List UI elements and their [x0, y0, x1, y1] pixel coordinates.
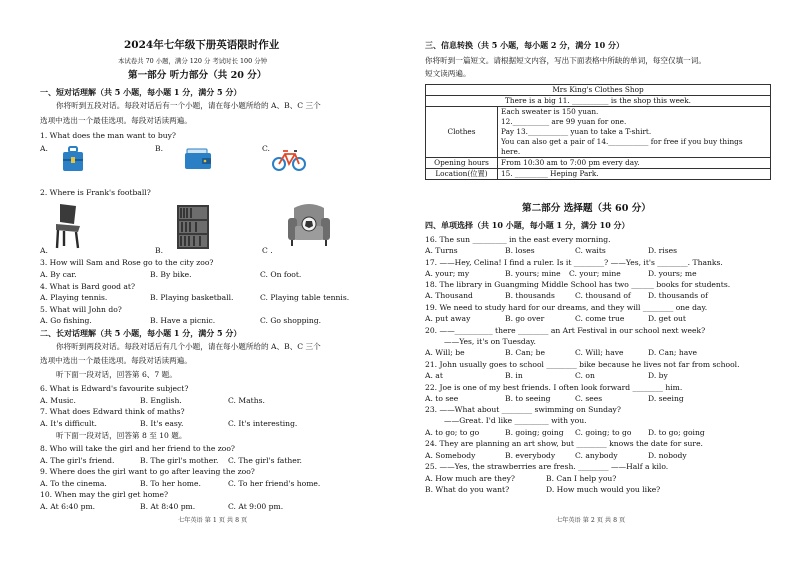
armchair-with-ball-icon — [286, 200, 332, 248]
question-16: 16. The sun _________ in the east every morning. — [425, 235, 611, 244]
question-4: 4. What is Bard good at? — [40, 282, 136, 291]
location-value: 15. _________ Heping Park. — [498, 169, 771, 180]
info-table — [425, 84, 771, 180]
section2-instruction-2: 选项中选出一个最佳选项。每段对话读两遍。 — [40, 356, 192, 365]
question-5: 5. What will John do? — [40, 305, 122, 314]
section2-note-2: 听下面一段对话，回答第 8 至 10 题。 — [56, 431, 187, 440]
q7-option-a: A. It's difficult. — [40, 419, 97, 428]
q22-option-b: B. to seeing — [505, 394, 551, 403]
q9-option-a: A. To the cinema. — [40, 479, 107, 488]
q24-option-a: A. Somebody — [425, 451, 476, 460]
q20-option-a: A. Will; be — [425, 348, 465, 357]
q21-option-d: D. by — [648, 371, 668, 380]
q1-option-b: B. — [155, 144, 163, 153]
q25-option-b: B. Can I help you? — [546, 474, 617, 483]
section2-title: 二、长对话理解（共 5 小题，每小题 1 分，满分 5 分） — [40, 328, 242, 338]
bookshelf-icon — [176, 204, 210, 250]
q18-option-d: D. thousands of — [648, 291, 708, 300]
q18-option-b: B. thousands — [505, 291, 555, 300]
clothes-line: Each sweater is 150 yuan. — [501, 107, 599, 116]
q24-option-b: B. everybody — [505, 451, 556, 460]
q23-option-c: C. going; to go — [575, 428, 632, 437]
q3-option-a: A. By car. — [40, 270, 77, 279]
part1-title: 第一部分 听力部分（共 20 分） — [128, 70, 267, 81]
page-title: 2024年七年级下册英语限时作业 — [124, 39, 280, 51]
clothes-line: You can also get a pair of 14.___________ for free if you buy things — [501, 137, 743, 146]
q20-reply: ——Yes, it's on Tuesday. — [444, 337, 536, 346]
q2-option-c: C . — [262, 246, 273, 255]
q23-reply: ——Great. I'd like _________ with you. — [444, 416, 587, 425]
question-8: 8. Who will take the girl and her friend to the zoo? — [40, 444, 235, 453]
section1-title: 一、短对话理解（共 5 小题，每小题 1 分，满分 5 分） — [40, 87, 242, 97]
wallet-icon — [184, 148, 212, 170]
q6-option-a: A. Music. — [40, 396, 76, 405]
q10-option-c: C. At 9:00 pm. — [228, 502, 284, 511]
section3-title: 三、信息转换（共 5 小题，每小题 2 分，满分 10 分） — [425, 40, 624, 50]
q1-option-a: A. — [40, 144, 48, 153]
chair-icon — [52, 202, 86, 250]
clothes-details — [498, 107, 771, 158]
q25-option-d: D. How much would you like? — [546, 485, 661, 494]
q3-option-b: B. By bike. — [150, 270, 192, 279]
q23-option-b: B. going; going — [505, 428, 564, 437]
q19-option-c: C. come true — [575, 314, 625, 323]
q3-option-c: C. On foot. — [260, 270, 302, 279]
section1-instruction: 你将听到五段对话。每段对话后有一个小题，请在每小题所给的 A、B、C 三个 — [56, 101, 321, 110]
q21-option-c: C. on — [575, 371, 595, 380]
q2-option-a: A. — [40, 246, 48, 255]
q16-option-c: C. waits — [575, 246, 606, 255]
q17-option-c: C. your; mine — [569, 269, 621, 278]
question-23: 23. ——What about ________ swimming on Sunday? — [425, 405, 621, 414]
q8-option-b: B. The girl's mother. — [140, 456, 219, 465]
q9-option-c: C. To her friend's home. — [228, 479, 321, 488]
hours-value: From 10:30 am to 7:00 pm every day. — [498, 158, 771, 169]
q20-option-c: C. Will; have — [575, 348, 624, 357]
question-22: 22. Joe is one of my best friends. I often look forward ________ him. — [425, 383, 683, 392]
q20-option-b: B. Can; be — [505, 348, 545, 357]
q21-option-b: B. in — [505, 371, 523, 380]
q19-option-d: D. get out — [648, 314, 686, 323]
q17-option-d: D. yours; me — [648, 269, 697, 278]
question-19: 19. We need to study hard for our dreams, and they will ________ one day. — [425, 303, 708, 312]
q10-option-a: A. At 6:40 pm. — [40, 502, 96, 511]
q2-option-b: B. — [155, 246, 163, 255]
clothes-label: Clothes — [426, 107, 498, 158]
q19-option-a: A. put away — [425, 314, 471, 323]
q18-option-a: A. Thousand — [425, 291, 473, 300]
table-header: Mrs King's Clothes Shop — [426, 85, 771, 96]
section4-title: 四、单项选择（共 10 小题，每小题 1 分，满分 10 分） — [425, 220, 630, 230]
q19-option-b: B. go over — [505, 314, 545, 323]
q22-option-a: A. to see — [425, 394, 459, 403]
question-7: 7. What does Edward think of maths? — [40, 407, 185, 416]
q9-option-b: B. To her home. — [140, 479, 201, 488]
q24-option-c: C. anybody — [575, 451, 618, 460]
q25-option-c: B. What do you want? — [425, 485, 510, 494]
q5-option-c: C. Go shopping. — [260, 316, 322, 325]
q20-option-d: D. Can; have — [648, 348, 698, 357]
q8-option-c: C. The girl's father. — [228, 456, 302, 465]
question-25: 25. ——Yes, the strawberries are fresh. ________ ——Half a kilo. — [425, 462, 669, 471]
q6-option-b: B. English. — [140, 396, 182, 405]
clothes-line: here. — [501, 147, 521, 156]
section1-instruction-2: 选项中选出一个最佳选项。每段对话读两遍。 — [40, 116, 192, 125]
section2-note-1: 听下面一段对话，回答第 6、7 题。 — [56, 370, 177, 379]
question-21: 21. John usually goes to school ________ bike because he lives not far from school. — [425, 360, 740, 369]
q4-option-a: A. Playing tennis. — [40, 293, 108, 302]
question-2: 2. Where is Frank's football? — [40, 188, 151, 197]
page-footer-2: 七年英语 第 2 页 共 8 页 — [556, 517, 626, 524]
q5-option-a: A. Go fishing. — [40, 316, 92, 325]
q17-option-a: A. your; my — [425, 269, 470, 278]
section3-instruction: 你将听到一篇短文。请根据短文内容，写出下面表格中所缺的单词，每空仅填一词。 — [425, 56, 706, 65]
q25-option-a: A. How much are they? — [425, 474, 515, 483]
hours-label: Opening hours — [426, 158, 498, 169]
q16-option-a: A. Turns — [425, 246, 458, 255]
clothes-line: 12.__________ are 99 yuan for one. — [501, 117, 627, 126]
q22-option-d: D. seeing — [648, 394, 684, 403]
question-6: 6. What is Edward's favourite subject? — [40, 384, 189, 393]
clothes-line: Pay 13.___________ yuan to take a T-shirt. — [501, 127, 652, 136]
q16-option-b: B. loses — [505, 246, 535, 255]
location-label: Location(位置) — [426, 169, 498, 180]
q6-option-c: C. Maths. — [228, 396, 265, 405]
q16-option-d: D. rises — [648, 246, 677, 255]
q24-option-d: D. nobody — [648, 451, 687, 460]
question-18: 18. The library in Guangming Middle School has two ______ books for students. — [425, 280, 731, 289]
question-3: 3. How will Sam and Rose go to the city zoo? — [40, 258, 214, 267]
question-24: 24. They are planning an art show, but ________ knows the date for sure. — [425, 439, 703, 448]
q18-option-c: C. thousand of — [575, 291, 631, 300]
section2-instruction: 你将听到两段对话。每段对话后有几个小题，请在每小题所给的 A、B、C 三个 — [56, 342, 321, 351]
q7-option-b: B. It's easy. — [140, 419, 184, 428]
question-9: 9. Where does the girl want to go after leaving the zoo? — [40, 467, 255, 476]
q4-option-b: B. Playing basketball. — [150, 293, 234, 302]
q17-option-b: B. yours; mine — [505, 269, 561, 278]
q5-option-b: B. Have a picnic. — [150, 316, 216, 325]
part2-title: 第二部分 选择题（共 60 分） — [522, 203, 651, 214]
page-footer: 七年英语 第 1 页 共 8 页 — [178, 517, 248, 524]
question-10: 10. When may the girl get home? — [40, 490, 169, 499]
question-17: 17. ——Hey, Celina! I find a ruler. Is it ________? ——Yes, it's ________. Thanks. — [425, 258, 723, 267]
q8-option-a: A. The girl's friend. — [40, 456, 115, 465]
q4-option-c: C. Playing table tennis. — [260, 293, 350, 302]
q21-option-a: A. at — [425, 371, 443, 380]
question-20: 20. ——__________ there ________ an Art Festival in our school next week? — [425, 326, 706, 335]
q1-option-c: C. — [262, 144, 270, 153]
q7-option-c: C. It's interesting. — [228, 419, 298, 428]
briefcase-icon — [62, 146, 84, 172]
bicycle-icon — [272, 148, 306, 172]
section3-instruction-2: 短文读两遍。 — [425, 69, 471, 78]
question-1: 1. What does the man want to buy? — [40, 131, 177, 140]
table-intro-row: There is a big 11. __________ is the shop this week. — [426, 96, 771, 107]
q23-option-d: D. to go; going — [648, 428, 705, 437]
exam-info: 本试卷共 70 小题，满分 120 分 考试时长 100 分钟 — [118, 57, 267, 65]
q23-option-a: A. to go; to go — [425, 428, 480, 437]
q10-option-b: B. At 8:40 pm. — [140, 502, 196, 511]
q22-option-c: C. sees — [575, 394, 603, 403]
